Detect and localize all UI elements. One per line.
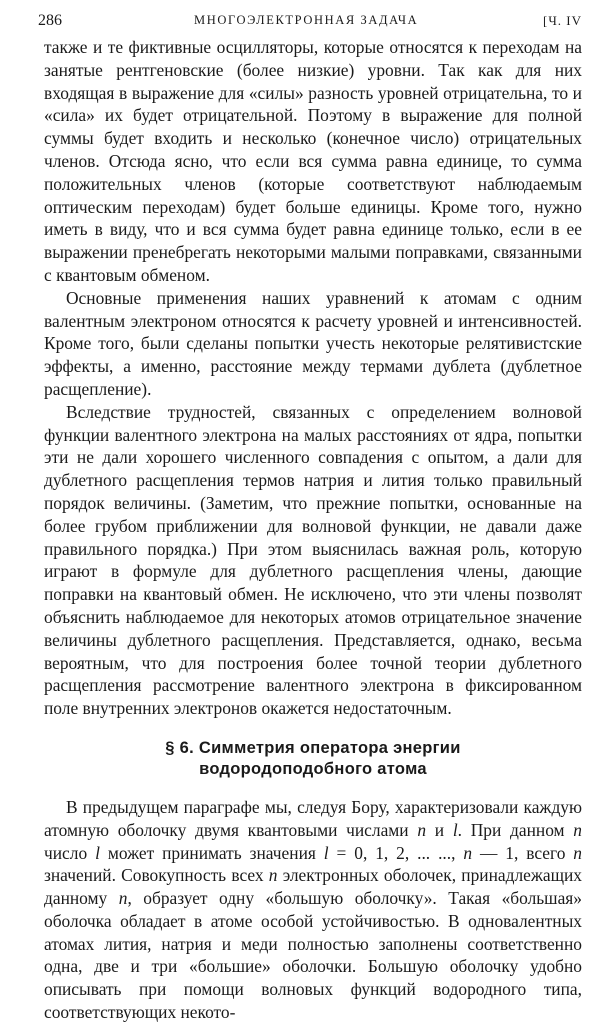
running-title: МНОГОЭЛЕКТРОННАЯ ЗАДАЧА [194, 13, 419, 27]
text-run: число [44, 842, 96, 863]
body-text [44, 36, 582, 1024]
text-run: , образует одну «большую оболочку». Такая «большая» оболочка обладает в атоме особой устойчивостью. В одновалентных атомах лития, натрия и меди полностью заполнены соответственно одна, две и три «большие» оболочки. Большую оболочку удобно описывать при помощи волновых функций водородного типа, соответствующих некото- [44, 888, 582, 1023]
text-run: электронных оболочек, принадлежащих данному [44, 865, 582, 909]
paragraph-1: также и те фиктивные осцилляторы, которые относятся к переходам на занятые рентгеновские (более низкие) уровни. Так как для них входящая в выражение для «силы» разность уровней отрицательна, то и «сила» их будет отрицательной. Поэтому в выражение для полной суммы будет входить и несколько (конечное число) отрицательных членов. Отсюда ясно, что если вся сумма равна единице, то сумма положительных членов (которые соответствуют наблюдаемым оптическим переходам) будет больше единицы. Кроме того, нужно иметь в виду, что и вся сумма будет равна единице только, если в ее выражении пренебрегать некоторыми малыми поправками, связанными с квантовым обменом. [44, 37, 582, 285]
page-header [38, 8, 582, 36]
chapter-label: [Ч. IV [543, 13, 582, 28]
section-heading-line-1: § 6. Симметрия оператора энергии [165, 738, 461, 757]
text-run: В предыдущем параграфе мы, следуя Бору, характеризовали каждую атомную оболочку двумя квантовыми числами [44, 796, 582, 840]
symbol-l: l [323, 842, 329, 863]
symbol-n: n [118, 888, 128, 909]
text-run: . При данном [457, 819, 574, 840]
symbol-n: n [463, 842, 473, 863]
symbol-l: l [452, 819, 458, 840]
text-run: может принимать значения [99, 842, 324, 863]
text-run: значений. Совокупность всех [44, 865, 269, 886]
text-run: = 0, 1, 2, ... ..., [328, 842, 464, 863]
symbol-n: n [573, 819, 582, 840]
section-heading [44, 738, 582, 780]
text-run: — 1, всего [472, 842, 574, 863]
paragraph-2: Основные применения наших уравнений к атомам с одним валентным электроном относятся к расчету уровней и интенсивностей. Кроме того, были сделаны попытки учесть некоторые релятивистские эффекты, а именно, расстояние между термами дублета (дублетное расщепление). [44, 287, 582, 399]
symbol-n: n [417, 819, 427, 840]
symbol-l: l [95, 842, 100, 863]
text-run: и [426, 819, 453, 840]
paragraph-4 [44, 796, 582, 1024]
page-number: 286 [38, 12, 62, 29]
book-page [38, 8, 582, 1024]
symbol-n: n [573, 842, 582, 863]
symbol-n: n [268, 865, 278, 886]
section-heading-line-2: водородоподобного атома [199, 759, 427, 778]
paragraph-3: Вследствие трудностей, связанных с определением волновой функции валентного электрона на малых расстояниях от ядра, попытки эти не дали хорошего численного совпадения с опытом, а дали для дублетного расщепления термов натрия и лития только правильный порядок величины. (Заметим, что прежние попытки, основанные на более грубом приближении для волновой функции, не давали даже правильного порядка.) При этом выяснилась важная роль, которую играют в формуле для дублетного расщепления члены, дающие поправки на квантовый обмен. Не исключено, что эти члены позволят объяснить наблюдаемое для некоторых атомов отрицательное значение величины дублетного расщепления. Представляется, однако, весьма вероятным, что для построения более точной теории дублетного расщепления рассмотрение валентного электрона в фиксированном поле внутренних электронов окажется недостаточным. [44, 401, 582, 719]
